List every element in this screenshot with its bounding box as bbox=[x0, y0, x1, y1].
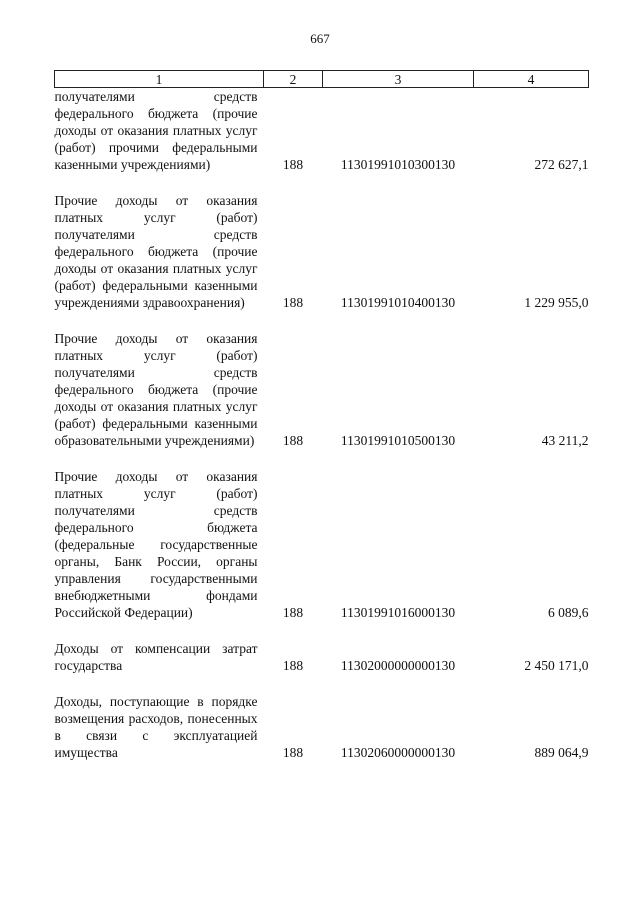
column-header-2: 2 bbox=[264, 71, 323, 88]
row-admin-code: 188 bbox=[282, 295, 304, 310]
row-spacer bbox=[55, 173, 589, 192]
row-admin-code: 188 bbox=[282, 433, 304, 448]
row-description: Прочие доходы от оказания платных услуг (работ) получателями средств федерального бюджета (федеральные государственные органы, Банк России, органы управления государственными внебюджетными фондами Российской Федерации) bbox=[54, 469, 258, 620]
page-number: 667 bbox=[310, 31, 330, 46]
column-header-4: 4 bbox=[474, 71, 589, 88]
row-amount: 6 089,6 bbox=[548, 605, 589, 620]
row-spacer bbox=[55, 311, 589, 330]
row-amount: 272 627,1 bbox=[534, 157, 589, 172]
row-admin-code: 188 bbox=[282, 745, 304, 760]
table-row bbox=[55, 468, 589, 621]
table-row bbox=[55, 640, 589, 674]
row-classification-code: 11301991010300130 bbox=[340, 157, 456, 172]
row-admin-code: 188 bbox=[282, 658, 304, 673]
row-description: Доходы от компенсации затрат государства bbox=[54, 641, 258, 673]
table-header-row bbox=[55, 71, 589, 88]
row-classification-code: 11301991010400130 bbox=[340, 295, 456, 310]
row-description: Прочие доходы от оказания платных услуг (работ) получателями средств федерального бюджета (прочие доходы от оказания платных услуг (работ) федеральными казенными учреждениями здравоохранения) bbox=[54, 193, 258, 310]
column-header-1: 1 bbox=[55, 71, 264, 88]
row-classification-code: 11301991016000130 bbox=[340, 605, 456, 620]
row-amount: 43 211,2 bbox=[541, 433, 589, 448]
row-description: Доходы, поступающие в порядке возмещения расходов, понесенных в связи с эксплуатацией имущества bbox=[54, 694, 258, 760]
row-admin-code: 188 bbox=[282, 605, 304, 620]
column-header-3: 3 bbox=[323, 71, 474, 88]
row-spacer bbox=[55, 674, 589, 693]
table-row bbox=[55, 192, 589, 311]
row-classification-code: 11301991010500130 bbox=[340, 433, 456, 448]
row-amount: 889 064,9 bbox=[534, 745, 589, 760]
table-row bbox=[55, 693, 589, 761]
row-classification-code: 11302060000000130 bbox=[340, 745, 456, 760]
row-spacer bbox=[55, 621, 589, 640]
budget-revenue-table bbox=[54, 70, 589, 761]
row-classification-code: 11302000000000130 bbox=[340, 658, 456, 673]
table-row bbox=[55, 330, 589, 449]
table-row bbox=[55, 88, 589, 174]
row-admin-code: 188 bbox=[282, 157, 304, 172]
row-description: получателями средств федерального бюджета (прочие доходы от оказания платных услуг (работ) прочими федеральными казенными учреждениями) bbox=[54, 89, 258, 172]
row-description: Прочие доходы от оказания платных услуг (работ) получателями средств федерального бюджета (прочие доходы от оказания платных услуг (работ) федеральными казенными образовательными учреждениями) bbox=[54, 331, 258, 448]
row-amount: 2 450 171,0 bbox=[524, 658, 589, 673]
row-spacer bbox=[55, 449, 589, 468]
row-amount: 1 229 955,0 bbox=[524, 295, 589, 310]
